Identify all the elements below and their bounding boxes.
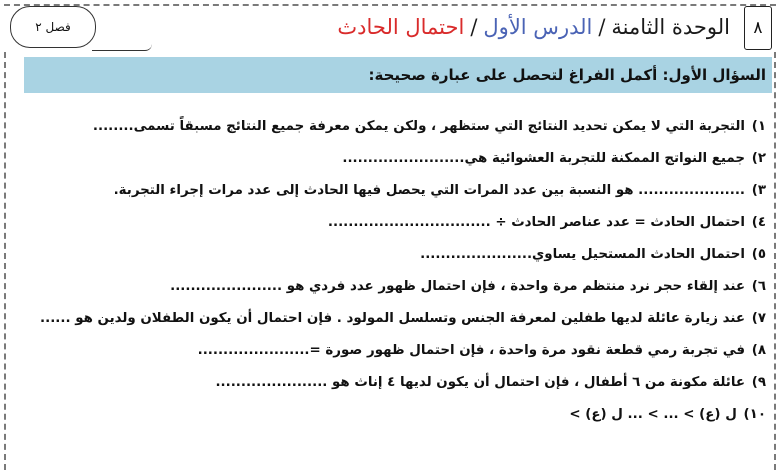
chapter-tab-tail: [92, 44, 152, 51]
item-number: ٢): [751, 150, 766, 166]
item-number: ٤): [751, 214, 766, 230]
question-title: السؤال الأول: أكمل الفراغ لتحصل على عبارة صحيحة:: [368, 66, 766, 84]
topic-title: احتمال الحادث: [337, 15, 465, 39]
item-text: التجربة التي لا يمكن تحديد النتائج التي ستظهر ، ولكن يمكن معرفة جميع النتائج مسبقاً تسمى........: [92, 119, 746, 134]
page-number: ٨: [753, 18, 763, 38]
list-item: [14, 370, 766, 396]
item-text: جميع النواتج الممكنة للتجربة العشوائية هي........................: [342, 150, 746, 166]
question-header: [24, 57, 772, 93]
list-item: [14, 306, 766, 332]
top-dashed-border: [4, 4, 776, 6]
item-number: ١): [751, 119, 766, 134]
item-text: في تجربة رمي قطعة نقود مرة واحدة ، فإن احتمال ظهور صورة =......................: [197, 342, 746, 358]
list-item: [14, 210, 766, 236]
item-text: ل (ع) > ... > ... ل (ع) >: [569, 406, 737, 422]
list-item: [14, 114, 766, 140]
list-item: [14, 274, 766, 300]
list-item: [14, 402, 766, 428]
title-separator-1: /: [598, 15, 606, 39]
list-item: [14, 242, 766, 268]
page-number-box: [744, 6, 772, 50]
item-text: احتمال الحادث المستحيل يساوي......................: [420, 246, 746, 262]
item-number: ٩): [751, 374, 766, 390]
item-text: عند إلقاء حجر نرد منتظم مرة واحدة ، فإن احتمال ظهور عدد فردي هو ......................: [170, 278, 746, 294]
item-number: ٨): [751, 342, 766, 358]
item-number: ٧): [751, 310, 766, 326]
page-title: [337, 10, 730, 44]
list-item: [14, 178, 766, 204]
item-number: ١٠): [743, 406, 766, 422]
list-item: [14, 146, 766, 172]
item-text: ..................... هو النسبة بين عدد المرات التي يحصل فيها الحادث إلى عدد مرات إجراء التجربة.: [113, 182, 746, 198]
item-text: عائلة مكونة من ٦ أطفال ، فإن احتمال أن يكون لديها ٤ إناث هو ......................: [215, 374, 746, 390]
list-item: [14, 338, 766, 364]
chapter-tab-label: فصل ٢: [35, 20, 71, 34]
item-number: ٣): [751, 182, 766, 198]
title-separator-2: /: [470, 15, 478, 39]
chapter-tab: [10, 6, 96, 48]
item-number: ٥): [751, 246, 766, 262]
item-number: ٦): [751, 278, 766, 294]
unit-title: الوحدة الثامنة: [611, 15, 730, 39]
question-list: [14, 114, 766, 434]
item-text: احتمال الحادث = عدد عناصر الحادث ÷ ................................: [327, 214, 746, 230]
lesson-title: الدرس الأول: [483, 15, 593, 39]
item-text: عند زيارة عائلة لديها طفلين لمعرفة الجنس وتسلسل المولود . فإن احتمال أن يكون الطفلان ولدين هو ......: [40, 310, 746, 326]
